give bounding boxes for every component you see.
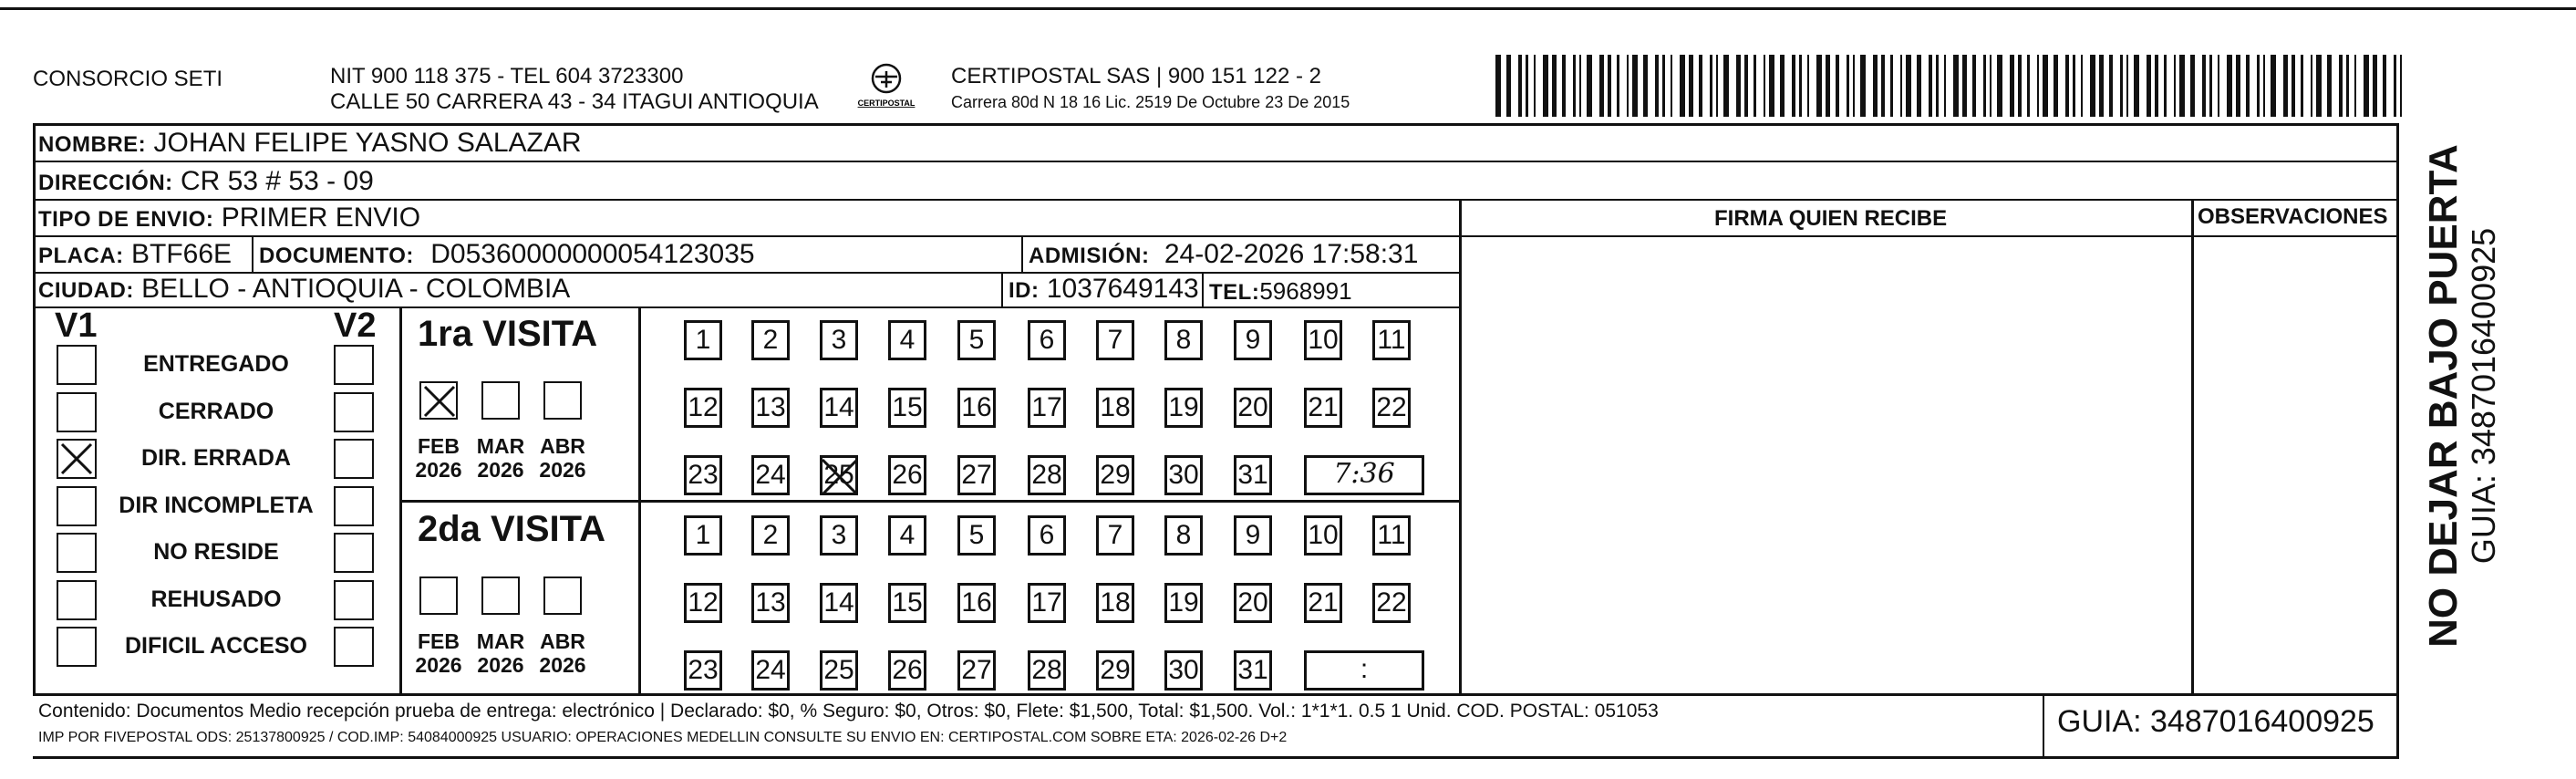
- barcode-bar: [1744, 55, 1748, 117]
- day-box[interactable]: 24: [751, 650, 790, 691]
- day-box[interactable]: 24: [751, 455, 790, 495]
- no-dejar-bajo-puerta: NO DEJAR BAJO PUERTA: [2421, 144, 2466, 648]
- day-box[interactable]: 14: [820, 583, 858, 623]
- barcode-bar: [2147, 55, 2151, 117]
- barcode-bar: [2174, 55, 2176, 117]
- barcode-bar: [1853, 55, 1855, 117]
- barcode-bar: [2090, 55, 2095, 117]
- barcode-bar: [2236, 55, 2240, 117]
- barcode-bar: [1543, 55, 1548, 117]
- city-row: [38, 274, 570, 306]
- month-checkbox[interactable]: [481, 576, 520, 615]
- day-box[interactable]: 31: [1234, 455, 1272, 495]
- barcode-bar: [1627, 55, 1629, 117]
- address-label: DIRECCIÓN:: [38, 171, 173, 195]
- admission-value: 24-02-2026 17:58:31: [1164, 239, 1419, 269]
- day-box[interactable]: 13: [751, 583, 790, 623]
- barcode-bar: [2400, 55, 2402, 117]
- barcode-bar: [2010, 55, 2014, 117]
- v2-label: V2: [334, 306, 377, 345]
- day-box[interactable]: 30: [1164, 650, 1203, 691]
- barcode-bar: [2394, 55, 2396, 117]
- barcode-bar: [1617, 55, 1619, 117]
- day-box[interactable]: 1: [684, 320, 722, 360]
- barcode-bar: [1736, 55, 1741, 117]
- barcode-bar: [2246, 55, 2250, 117]
- day-box[interactable]: 16: [957, 388, 996, 428]
- day-box[interactable]: 28: [1028, 455, 1066, 495]
- day-box[interactable]: 8: [1164, 515, 1203, 556]
- barcode-bar: [1716, 55, 1718, 117]
- day-box[interactable]: 21: [1304, 388, 1342, 428]
- barcode-bar: [2257, 55, 2260, 117]
- barcode-bar: [1562, 55, 1566, 117]
- plate-value: BTF66E: [131, 239, 233, 269]
- day-box[interactable]: 22: [1372, 583, 1411, 623]
- barcode-bar: [1579, 55, 1581, 117]
- id-row: [1009, 274, 1199, 306]
- day-box[interactable]: 8: [1164, 320, 1203, 360]
- barcode-bar: [2227, 55, 2232, 117]
- day-box[interactable]: 4: [888, 320, 926, 360]
- day-box[interactable]: 2: [751, 515, 790, 556]
- v2-checkbox[interactable]: [334, 486, 374, 526]
- barcode-bar: [1518, 55, 1522, 117]
- divider-doc-admission: [1021, 235, 1023, 272]
- day-box[interactable]: 15: [888, 583, 926, 623]
- barcode-bar: [1680, 55, 1685, 117]
- barcode-bar: [1573, 55, 1576, 117]
- day-box[interactable]: 31: [1234, 650, 1272, 691]
- barcode-bar: [1836, 55, 1839, 117]
- day-box[interactable]: 18: [1096, 388, 1134, 428]
- day-box[interactable]: 16: [957, 583, 996, 623]
- day-box[interactable]: 12: [684, 583, 722, 623]
- recipient-name: JOHAN FELIPE YASNO SALAZAR: [153, 128, 582, 158]
- barcode-bar: [2134, 55, 2139, 117]
- barcode-bar: [2099, 55, 2104, 117]
- tel-value: 5968991: [1259, 277, 1352, 305]
- month-year: 2026: [415, 653, 462, 677]
- barcode-bar: [2364, 55, 2369, 117]
- barcode-bar: [1599, 55, 1604, 117]
- time-box[interactable]: :: [1304, 650, 1424, 691]
- barcode-bar: [1890, 55, 1893, 117]
- status-label: DIR INCOMPLETA: [119, 492, 314, 518]
- day-box[interactable]: 21: [1304, 583, 1342, 623]
- month-name: ABR: [540, 629, 585, 653]
- barcode-bar: [2155, 55, 2158, 117]
- barcode-bar: [1900, 55, 1902, 117]
- rule-after-name: [33, 161, 2399, 162]
- barcode-bar: [1608, 55, 1611, 117]
- certipostal-logo: [853, 62, 919, 113]
- day-box[interactable]: 18: [1096, 583, 1134, 623]
- barcode-bar: [1710, 55, 1712, 117]
- v1-checkbox[interactable]: [57, 627, 97, 667]
- barcode-bar: [1860, 55, 1866, 117]
- id-label: ID:: [1009, 278, 1040, 303]
- x-mark-icon: [58, 441, 95, 477]
- status-label: CERRADO: [158, 398, 274, 424]
- barcode-bar: [2109, 55, 2113, 117]
- day-box[interactable]: 30: [1164, 455, 1203, 495]
- day-box[interactable]: 26: [888, 455, 926, 495]
- barcode-bar: [2339, 55, 2343, 117]
- document-value: D05360000000054123035: [430, 239, 755, 269]
- certipostal-logo-text: CERTIPOSTAL: [857, 99, 916, 108]
- frame-right: [2396, 123, 2399, 759]
- barcode-bar: [1723, 55, 1729, 117]
- barcode-bar: [1873, 55, 1878, 117]
- visit-title: 2da VISITA: [418, 509, 605, 549]
- barcode-bar: [1754, 55, 1756, 117]
- day-box[interactable]: 20: [1234, 583, 1272, 623]
- barcode-bar: [1495, 55, 1501, 117]
- month-year: 2026: [539, 458, 586, 482]
- divider-sig-header: [1459, 235, 2399, 237]
- day-box[interactable]: 6: [1028, 515, 1066, 556]
- day-box[interactable]: 17: [1028, 388, 1066, 428]
- month-name: FEB: [418, 434, 460, 458]
- day-box[interactable]: 2: [751, 320, 790, 360]
- day-box[interactable]: 7: [1096, 515, 1134, 556]
- barcode-bar: [1643, 55, 1648, 117]
- barcode-bar: [1997, 55, 2002, 117]
- tel-row: [1209, 275, 1352, 308]
- barcode-bar: [1990, 55, 1991, 117]
- month-name: ABR: [540, 434, 585, 458]
- day-box[interactable]: 26: [888, 650, 926, 691]
- day-box[interactable]: 7: [1096, 320, 1134, 360]
- barcode-bar: [1847, 55, 1849, 117]
- month-checkbox[interactable]: [419, 576, 458, 615]
- barcode-bar: [2126, 55, 2128, 117]
- top-rule: [0, 7, 2576, 10]
- barcode-bar: [2043, 55, 2048, 117]
- v1-checkbox[interactable]: [57, 345, 97, 385]
- barcode-bar: [1799, 55, 1802, 117]
- barcode-bar: [2271, 55, 2276, 117]
- month-checkbox[interactable]: [543, 576, 582, 615]
- day-box[interactable]: 6: [1028, 320, 1066, 360]
- recipient-address: CR 53 # 53 - 09: [181, 166, 374, 196]
- month-checkbox[interactable]: [419, 381, 458, 420]
- barcode-bar: [1972, 55, 1976, 117]
- certipostal-line-1: CERTIPOSTAL SAS | 900 151 122 - 2: [951, 64, 1321, 88]
- day-box[interactable]: 19: [1164, 388, 1203, 428]
- barcode-bar: [2218, 55, 2219, 117]
- barcode-bar: [2027, 55, 2030, 117]
- status-label: REHUSADO: [150, 586, 282, 612]
- day-box[interactable]: 9: [1234, 515, 1272, 556]
- barcode-bar: [1983, 55, 1986, 117]
- divider-city-id: [1001, 272, 1003, 306]
- barcode-bar: [2054, 55, 2058, 117]
- day-box[interactable]: 4: [888, 515, 926, 556]
- day-box[interactable]: 5: [957, 320, 996, 360]
- v1-checkbox[interactable]: [57, 392, 97, 432]
- day-box[interactable]: 13: [751, 388, 790, 428]
- barcode-bar: [1587, 55, 1592, 117]
- barcode-bar: [2018, 55, 2022, 117]
- signature-header: FIRMA QUIEN RECIBE: [1714, 206, 1948, 231]
- plate-row: [38, 239, 232, 272]
- day-box[interactable]: 29: [1096, 455, 1134, 495]
- barcode-bar: [2037, 55, 2039, 117]
- day-box[interactable]: 3: [820, 320, 858, 360]
- month-checkbox[interactable]: [481, 381, 520, 420]
- divider-observations-left: [2191, 199, 2194, 694]
- barcode-bar: [2065, 55, 2069, 117]
- v2-checkbox[interactable]: [334, 627, 374, 667]
- month-name: FEB: [418, 629, 460, 653]
- v1-label: V1: [55, 306, 98, 345]
- month-checkbox[interactable]: [543, 381, 582, 420]
- day-box[interactable]: 28: [1028, 650, 1066, 691]
- barcode-bar: [2301, 55, 2303, 117]
- barcode-bar: [2311, 55, 2312, 117]
- visit-title: 1ra VISITA: [418, 314, 598, 354]
- day-box[interactable]: 23: [684, 650, 722, 691]
- barcode-bar: [1764, 55, 1765, 117]
- barcode-bar: [2120, 55, 2123, 117]
- day-box[interactable]: 3: [820, 515, 858, 556]
- v1-checkbox[interactable]: [57, 580, 97, 620]
- nit-line-1: NIT 900 118 375 - TEL 604 3723300: [330, 64, 684, 88]
- month-year: 2026: [415, 458, 462, 482]
- city-value: BELLO - ANTIOQUIA - COLOMBIA: [141, 274, 571, 304]
- address-row: [38, 166, 374, 199]
- recipient-name-row: [38, 128, 582, 161]
- day-box[interactable]: 27: [957, 650, 996, 691]
- frame-top: [33, 123, 2399, 126]
- nit-line-2: CALLE 50 CARRERA 43 - 34 ITAGUI ANTIOQUIA: [330, 89, 819, 114]
- v2-checkbox[interactable]: [334, 580, 374, 620]
- day-box[interactable]: 22: [1372, 388, 1411, 428]
- barcode-bar: [2292, 55, 2295, 117]
- month-year: 2026: [477, 653, 524, 677]
- day-box[interactable]: 25: [820, 650, 858, 691]
- barcode-bar: [1662, 55, 1665, 117]
- document-label: DOCUMENTO:: [259, 244, 414, 268]
- barcode-bar: [2164, 55, 2167, 117]
- name-label: NOMBRE:: [38, 132, 147, 157]
- divider-plate-doc: [252, 235, 253, 272]
- shipment-type-row: [38, 203, 420, 235]
- day-box[interactable]: 20: [1234, 388, 1272, 428]
- v1-checkbox[interactable]: [57, 439, 97, 479]
- barcode-bar: [2283, 55, 2288, 117]
- barcode-bar: [1552, 55, 1557, 117]
- divider-between-visits: [399, 500, 1459, 503]
- barcode-bar: [1929, 55, 1932, 117]
- time-box[interactable]: 7:36: [1304, 455, 1424, 495]
- barcode-bar: [2081, 55, 2083, 117]
- barcode-bar: [1917, 55, 1921, 117]
- document-row: [259, 239, 755, 272]
- day-box[interactable]: 23: [684, 455, 722, 495]
- barcode-bar: [2209, 55, 2212, 117]
- barcode-bar: [2202, 55, 2206, 117]
- barcode-bar: [1699, 55, 1702, 117]
- status-label: ENTREGADO: [143, 351, 289, 377]
- barcode-bar: [1826, 55, 1830, 117]
- day-box[interactable]: 1: [684, 515, 722, 556]
- month-name: MAR: [476, 434, 525, 458]
- footer-content: Contenido: Documentos Medio recepción prueba de entrega: electrónico | Declarado: $0, % Seguro: $0, Otros: $0, Flete: $1,500, Total: $1,500. Vol.: 1*1*1. 0.5 1 Unid. COD. POSTAL: 051053: [38, 701, 1659, 722]
- admission-row: [1029, 239, 1418, 272]
- day-box[interactable]: 11: [1372, 320, 1411, 360]
- barcode-bar: [1936, 55, 1939, 117]
- month-year: 2026: [477, 458, 524, 482]
- day-box[interactable]: 25: [820, 455, 858, 495]
- barcode-bar: [2073, 55, 2075, 117]
- tel-label: TEL:: [1209, 280, 1260, 305]
- divider-id-tel: [1202, 272, 1204, 306]
- day-x-mark-icon: [821, 456, 859, 496]
- divider-footer-guia: [2043, 693, 2044, 759]
- barcode-bar: [1769, 55, 1774, 117]
- v1-checkbox[interactable]: [57, 486, 97, 526]
- day-box[interactable]: 19: [1164, 583, 1203, 623]
- barcode-bar: [2383, 55, 2386, 117]
- barcode-bar: [1792, 55, 1795, 117]
- certipostal-line-2: Carrera 80d N 18 16 Lic. 2519 De Octubre 23 De 2015: [951, 93, 1350, 111]
- barcode-bar: [2373, 55, 2377, 117]
- day-box[interactable]: 10: [1304, 515, 1342, 556]
- barcode-bar: [2327, 55, 2332, 117]
- day-box[interactable]: 29: [1096, 650, 1134, 691]
- day-box[interactable]: 9: [1234, 320, 1272, 360]
- day-box[interactable]: 27: [957, 455, 996, 495]
- x-mark-icon: [421, 383, 458, 420]
- footer-imp: IMP POR FIVEPOSTAL ODS: 25137800925 / COD.IMP: 54084000925 USUARIO: OPERACIONES MEDELLIN CONSULTE SU ENVIO EN: CERTIPOSTAL.COM SOBRE ETA: 2026-02-26 D+2: [38, 730, 1288, 745]
- rule-after-address: [33, 199, 2399, 201]
- barcode-bar: [1953, 55, 1959, 117]
- month-name: MAR: [476, 629, 525, 653]
- type-label: TIPO DE ENVIO:: [38, 207, 214, 232]
- day-box[interactable]: 11: [1372, 515, 1411, 556]
- barcode-bar: [1944, 55, 1946, 117]
- status-label: DIR. ERRADA: [141, 445, 291, 471]
- id-value: 1037649143: [1046, 274, 1199, 304]
- frame-left: [33, 123, 36, 693]
- day-box[interactable]: 15: [888, 388, 926, 428]
- barcode-bar: [1807, 55, 1809, 117]
- footer-guia: GUIA: 3487016400925: [2057, 704, 2374, 739]
- day-box[interactable]: 5: [957, 515, 996, 556]
- v2-checkbox[interactable]: [334, 439, 374, 479]
- day-box[interactable]: 10: [1304, 320, 1342, 360]
- status-label: DIFICIL ACCESO: [124, 633, 307, 659]
- shipment-type: PRIMER ENVIO: [221, 203, 421, 233]
- barcode-bar: [1816, 55, 1822, 117]
- status-label: NO RESIDE: [153, 539, 279, 565]
- barcode-bar: [1506, 55, 1511, 117]
- v2-checkbox[interactable]: [334, 533, 374, 573]
- month-year: 2026: [539, 653, 586, 677]
- barcode-bar: [1689, 55, 1693, 117]
- barcode-bar: [2263, 55, 2265, 117]
- barcode-bar: [1780, 55, 1785, 117]
- day-box[interactable]: 17: [1028, 583, 1066, 623]
- day-box[interactable]: 12: [684, 388, 722, 428]
- barcode-bar: [1632, 55, 1638, 117]
- barcode-bar: [2346, 55, 2349, 117]
- barcode-bar: [1526, 55, 1528, 117]
- barcode: [1495, 55, 2407, 117]
- v1-checkbox[interactable]: [57, 533, 97, 573]
- city-label: CIUDAD:: [38, 278, 134, 303]
- barcode-bar: [1881, 55, 1885, 117]
- plate-label: PLACA:: [38, 244, 124, 268]
- barcode-bar: [2179, 55, 2185, 117]
- observations-header: OBSERVACIONES: [2198, 204, 2388, 229]
- certipostal-logo-icon: [853, 62, 919, 113]
- barcode-bar: [1962, 55, 1967, 117]
- barcode-bar: [2316, 55, 2322, 117]
- barcode-bar: [1906, 55, 1911, 117]
- barcode-bar: [1655, 55, 1659, 117]
- admission-label: ADMISIÓN:: [1029, 244, 1150, 268]
- divider-signature-left: [1459, 199, 1462, 694]
- side-guia: GUIA: 3487016400925: [2465, 227, 2502, 565]
- barcode-bar: [2354, 55, 2356, 117]
- day-box[interactable]: 14: [820, 388, 858, 428]
- v2-checkbox[interactable]: [334, 345, 374, 385]
- company-name: CONSORCIO SETI: [33, 67, 223, 91]
- v2-checkbox[interactable]: [334, 392, 374, 432]
- barcode-bar: [1671, 55, 1672, 117]
- barcode-bar: [2190, 55, 2195, 117]
- barcode-bar: [1534, 55, 1536, 117]
